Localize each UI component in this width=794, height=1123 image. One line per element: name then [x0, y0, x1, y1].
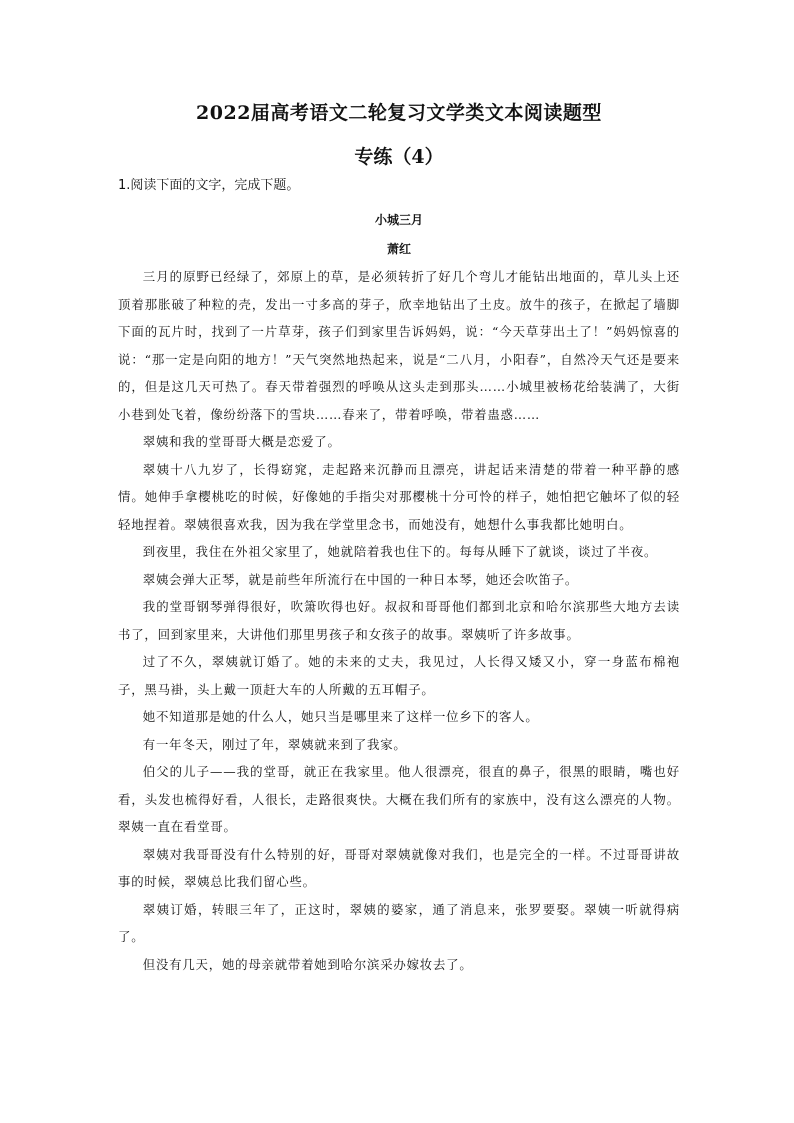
- document-title: 2022届高考语文二轮复习文学类文本阅读题型: [196, 102, 602, 124]
- paragraph: 伯父的儿子——我的堂哥，就正在我家里。他人很漂亮，很直的鼻子，很黑的眼睛，嘴也好看，头发也梳得好看，人很长，走路很爽快。大概在我们所有的家族中，没有这么漂亮的人物。翠姨一直在看堂哥。: [118, 764, 680, 834]
- paragraph: 到夜里，我住在外祖父家里了，她就陪着我也住下的。每每从睡下了就谈，谈过了半夜。: [142, 544, 658, 559]
- paragraph: 翠姨对我哥哥没有什么特别的好，哥哥对翠姨就像对我们，也是完全的一样。不过哥哥讲故事的时候，翠姨总比我们留心些。: [118, 846, 680, 889]
- paragraph: 过了不久，翠姨就订婚了。她的未来的丈夫，我见过，人长得又矮又小，穿一身蓝布棉袍子，黑马褂，头上戴一顶赶大车的人所戴的五耳帽子。: [118, 654, 680, 697]
- paragraph: 有一年冬天，刚过了年，翠姨就来到了我家。: [142, 736, 407, 752]
- paragraph: 但没有几天，她的母亲就带着她到哈尔滨采办嫁妆去了。: [142, 956, 473, 972]
- paragraph: 翠姨十八九岁了，长得窈窕，走起路来沉静而且漂亮，讲起话来清楚的带着一种平静的感情。她伸手拿樱桃吃的时候，好像她的手指尖对那樱桃十分可怜的样子，她怕把它触坏了似的轻轻地捏着。翠姨很喜欢我，因为我在学堂里念书，而她没有，她想什么事我都比她明白。: [118, 461, 680, 532]
- story-title: 小城三月: [374, 213, 423, 227]
- paragraph: 翠姨订婚，转眼三年了，正这时，翠姨的婆家，通了消息来，张罗要娶。翠姨一听就得病了。: [118, 901, 680, 944]
- document-subtitle: 专练（4）: [354, 146, 444, 168]
- paragraph: 三月的原野已经绿了，郊原上的草，是必须转折了好几个弯儿才能钻出地面的，草儿头上还顶着那胀破了种粒的壳，发出一寸多高的芽子，欣幸地钻出了土皮。放牛的孩子，在掀起了墙脚下面的瓦片时，找到了一片草芽，孩子们到家里告诉妈妈，说：“今天草芽出土了！”妈妈惊喜的说：“那一定是向阳的地方！”天气突然地热起来，说是“二八月，小阳春”，自然冷天气还是要来的，但是这几天可热了。春天带着强烈的呼唤从这头走到那头……小城里被杨花给装满了，大街小巷到处飞着，像纷纷落下的雪块……春来了，带着呼唤，带着蛊惑……: [118, 269, 680, 422]
- story-body: [118, 263, 680, 978]
- question-prompt: 1.阅读下面的文字，完成下题。: [118, 178, 300, 193]
- paragraph: 翠姨会弹大正琴，就是前些年所流行在中国的一种日本琴，她还会吹笛子。: [142, 571, 579, 587]
- paragraph: 翠姨和我的堂哥哥大概是恋爱了。: [142, 434, 341, 449]
- paragraph: 我的堂哥钢琴弹得很好，吹箫吹得也好。叔叔和哥哥他们都到北京和哈尔滨那些大地方去读书了，回到家里来，大讲他们那里男孩子和女孩子的故事。翠姨听了许多故事。: [118, 599, 680, 642]
- story-author: 萧红: [386, 242, 411, 256]
- paragraph: 她不知道那是她的什么人，她只当是哪里来了这样一位乡下的客人。: [142, 709, 539, 724]
